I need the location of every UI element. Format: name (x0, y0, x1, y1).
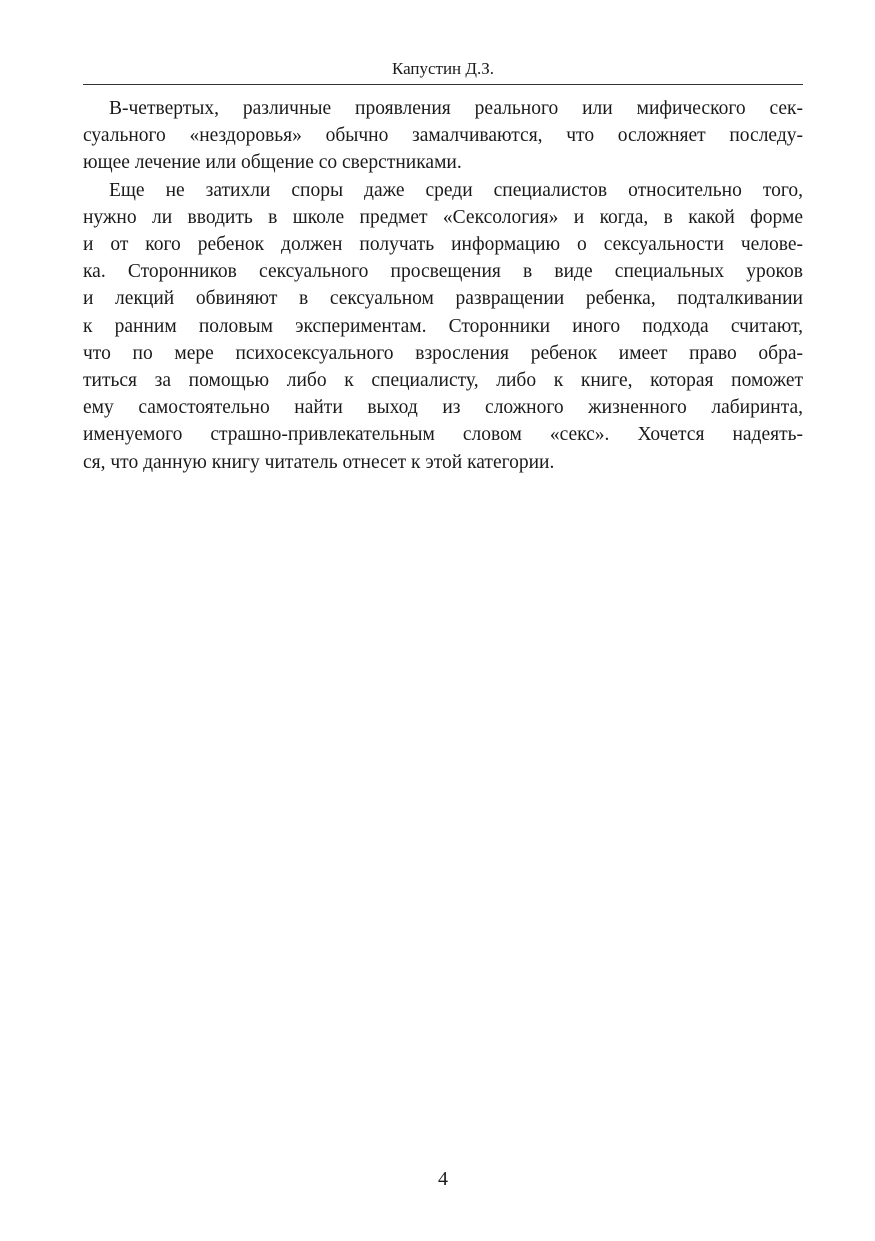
page-number: 4 (438, 1168, 448, 1190)
text-line: суального «нездоровья» обычно замалчиваются, что осложняет последу- (83, 125, 803, 147)
text-line: именуемого страшно-привлекательным словом «секс». Хочется надеять- (83, 424, 803, 446)
text-line: ющее лечение или общение со сверстниками. (83, 152, 462, 174)
body-text (83, 95, 803, 476)
text-line: ему самостоятельно найти выход из сложного жизненного лабиринта, (83, 397, 803, 419)
running-header: Капустин Д.З. (391, 59, 495, 78)
paragraph-1 (83, 95, 803, 177)
text-line: В-четвертых, различные проявления реального или мифического сек- (109, 98, 803, 119)
text-line: и лекций обвиняют в сексуальном развращении ребенка, подталкивании (83, 288, 803, 310)
text-line: что по мере психосексуального взросления ребенок имеет право обра- (83, 342, 803, 364)
text-line: нужно ли вводить в школе предмет «Сексология» и когда, в какой форме (83, 206, 803, 228)
paragraph-2 (83, 177, 803, 476)
text-line: ся, что данную книгу читатель отнесет к этой категории. (83, 451, 555, 473)
text-line: титься за помощью либо к специалисту, либо к книге, которая поможет (83, 370, 803, 392)
header-rule (83, 84, 803, 85)
text-line: и от кого ребенок должен получать информацию о сексуальности челове- (83, 234, 803, 256)
text-line: ка. Сторонников сексуального просвещения в виде специальных уроков (83, 261, 803, 283)
text-line: к ранним половым экспериментам. Сторонники иного подхода считают, (83, 315, 803, 337)
text-line: Еще не затихли споры даже среди специалистов относительно того, (109, 179, 803, 201)
